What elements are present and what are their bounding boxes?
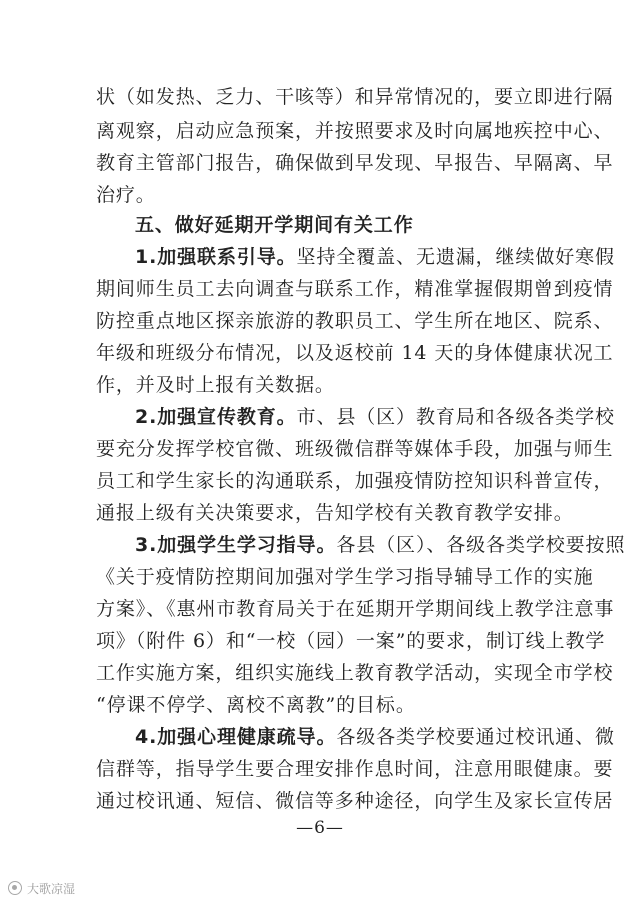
text-line: 通报上级有关决策要求，告知学校有关教育教学安排。 bbox=[96, 502, 574, 524]
text-line: 项》（附件 6）和“一校（园）一案”的要求，制订线上教学 bbox=[96, 630, 606, 652]
page-number: —6— bbox=[296, 818, 344, 838]
text-line: 防控重点地区探亲旅游的教职员工、学生所在地区、院系、 bbox=[96, 310, 614, 332]
text-line: 员工和学生家长的沟通联系，加强疫情防控知识科普宣传， bbox=[96, 470, 614, 492]
paragraph-lead: 4.加强心理健康疏导。 bbox=[135, 726, 337, 748]
text-line: 《关于疫情防控期间加强对学生学习指导辅导工作的实施 bbox=[96, 566, 594, 588]
text-line: 工作实施方案，组织实施线上教育教学活动，实现全市学校 bbox=[96, 662, 614, 684]
paragraph-start-line bbox=[135, 244, 615, 270]
text-line: 期间师生员工去向调查与联系工作，精准掌握假期曾到疫情 bbox=[96, 278, 614, 300]
paragraph-text: 各县（区）、各级各类学校要按照 bbox=[336, 534, 626, 556]
paragraph-start-line bbox=[135, 724, 615, 750]
paragraph-lead: 2.加强宣传教育。 bbox=[135, 406, 297, 428]
text-line: “停课不停学、离校不离教”的目标。 bbox=[96, 694, 416, 716]
paragraph-text: 市、县（区）教育局和各级各类学校 bbox=[296, 406, 615, 428]
paragraph-start-line bbox=[135, 404, 615, 430]
paragraph-lead: 1.加强联系引导。 bbox=[135, 246, 297, 268]
watermark-text: 大歌凉湿 bbox=[27, 881, 76, 896]
paragraph-text: 各级各类学校要通过校讯通、微 bbox=[336, 726, 615, 748]
text-line: 状（如发热、乏力、干咳等）和异常情况的，要立即进行隔 bbox=[96, 86, 614, 108]
paragraph-text: 坚持全覆盖、无遗漏，继续做好寒假 bbox=[296, 246, 615, 268]
text-line: 信群等，指导学生要合理安排作息时间，注意用眼健康。要 bbox=[96, 758, 614, 780]
text-line: 离观察，启动应急预案，并按照要求及时向属地疾控中心、 bbox=[96, 120, 614, 142]
text-line: 作，并及时上报有关数据。 bbox=[96, 374, 335, 396]
text-line: 教育主管部门报告，确保做到早发现、早报告、早隔离、早 bbox=[96, 152, 614, 174]
paragraph-start-line bbox=[135, 532, 625, 558]
section-heading: 五、做好延期开学期间有关工作 bbox=[135, 214, 414, 236]
paragraph-lead: 3.加强学生学习指导。 bbox=[135, 534, 337, 556]
text-line: 治疗。 bbox=[96, 184, 156, 206]
text-line: 通过校讯通、短信、微信等多种途径，向学生及家长宣传居 bbox=[96, 790, 614, 812]
text-line: 要充分发挥学校官微、班级微信群等媒体手段，加强与师生 bbox=[96, 438, 614, 460]
watermark bbox=[8, 878, 75, 898]
text-line: 年级和班级分布情况，以及返校前 14 天的身体健康状况工 bbox=[96, 342, 614, 364]
logo-icon bbox=[8, 881, 22, 895]
text-line: 方案》、《惠州市教育局关于在延期开学期间线上教学注意事 bbox=[96, 598, 615, 620]
